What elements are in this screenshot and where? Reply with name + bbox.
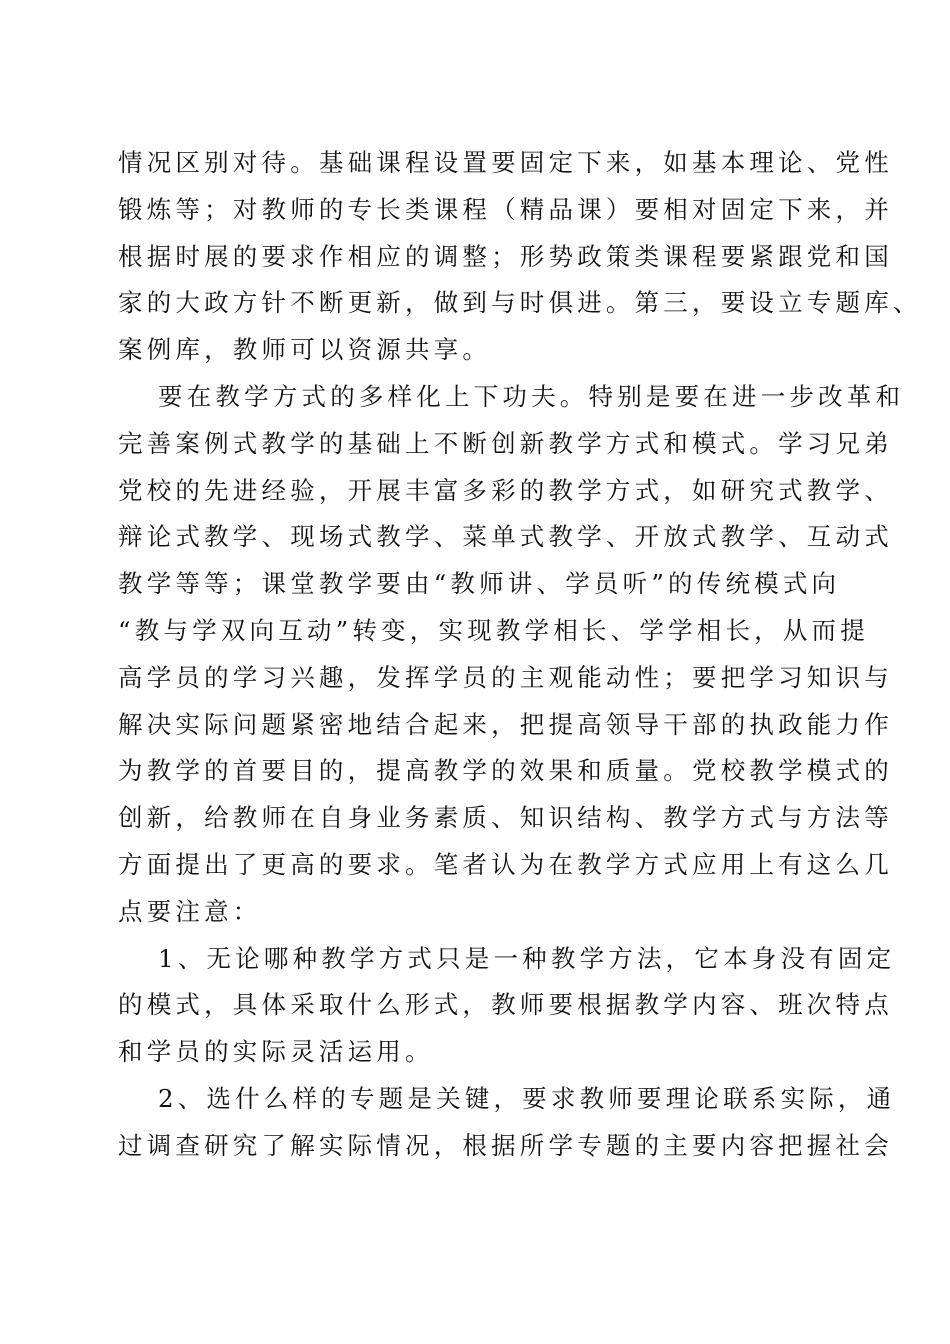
text-line: 解决实际问题紧密地结合起来，把提高领导干部的执政能力作 [118, 709, 893, 739]
list-item-2-start: 2、选什么样的专题是关键，要求教师要理论联系实际，通 [158, 1083, 896, 1113]
text-line: 案例库，教师可以资源共享。 [118, 335, 492, 365]
text-line: 点要注意： [118, 896, 262, 926]
text-line: 为教学的首要目的，提高教学的效果和质量。党校教学模式的 [118, 756, 893, 786]
text-line: 情况区别对待。基础课程设置要固定下来，如基本理论、党性 [118, 148, 893, 177]
text-line: 过调查研究了解实际情况，根据所学专题的主要内容把握社会 [118, 1130, 893, 1160]
text-line: 的模式，具体采取什么形式，教师要根据教学内容、班次特点 [118, 990, 893, 1020]
body-text [118, 140, 922, 1170]
text-line: 家的大政方针不断更新，做到与时俱进。第三，要设立专题库、 [118, 288, 922, 318]
text-line: 和学员的实际灵活运用。 [118, 1037, 434, 1067]
text-line: 完善案例式教学的基础上不断创新教学方式和模式。学习兄弟 [118, 428, 893, 458]
text-line: 党校的先进经验，开展丰富多彩的教学方式，如研究式教学、 [118, 475, 893, 505]
text-line: 方面提出了更高的要求。笔者认为在教学方式应用上有这么几 [118, 849, 893, 879]
text-line: 根据时展的要求作相应的调整；形势政策类课程要紧跟党和国 [118, 241, 893, 271]
text-line: “教与学双向互动”转变，实现教学相长、学学相长，从而提 [118, 615, 869, 645]
paragraph-start-line: 要在教学方式的多样化上下功夫。特别是要在进一步改革和 [158, 381, 905, 411]
text-line: 辩论式教学、现场式教学、菜单式教学、开放式教学、互动式 [118, 522, 893, 552]
text-line: 教学等等；课堂教学要由“教师讲、学员听”的传统模式向 [118, 569, 841, 599]
text-line: 锻炼等；对教师的专长类课程（精品课）要相对固定下来，并 [118, 194, 893, 224]
text-line: 高学员的学习兴趣，发挥学员的主观能动性；要把学习知识与 [118, 662, 893, 692]
text-line: 创新，给教师在自身业务素质、知识结构、教学方式与方法等 [118, 803, 893, 833]
list-item-1-start: 1、无论哪种教学方式只是一种教学方法，它本身没有固定 [158, 943, 896, 973]
